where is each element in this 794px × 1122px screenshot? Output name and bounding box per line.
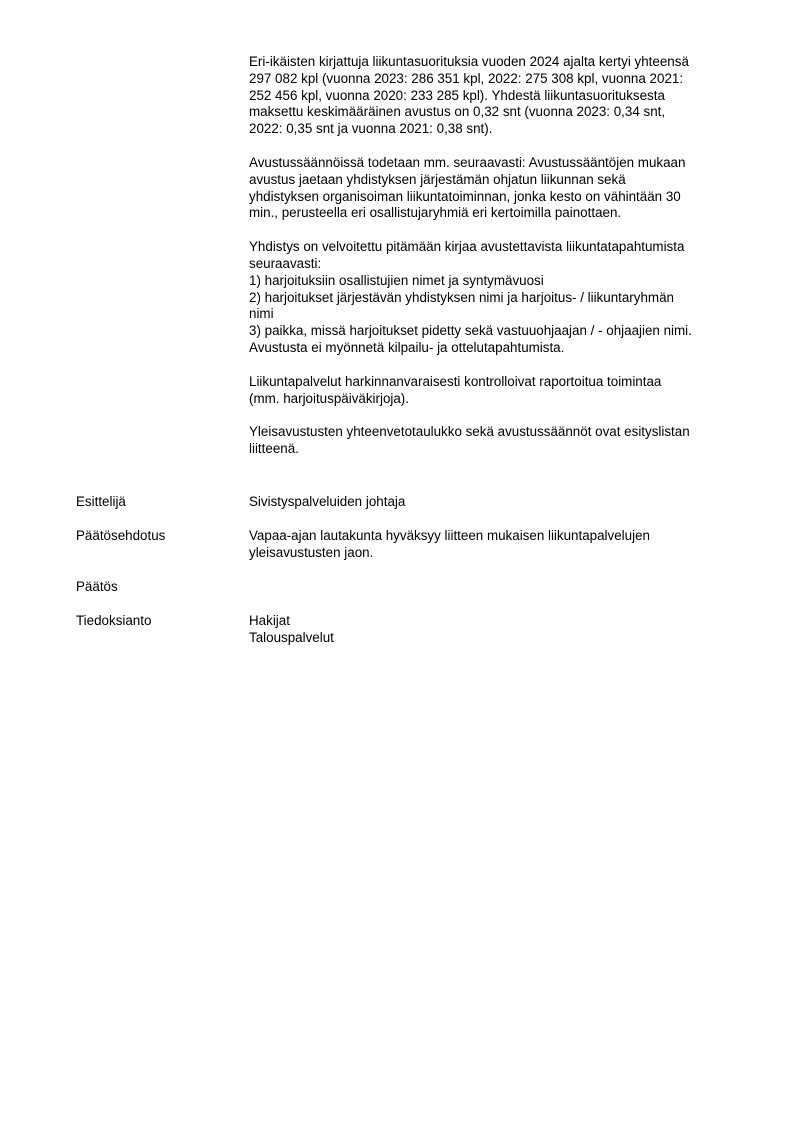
text-line: Vapaa-ajan lautakunta hyväksyy liitteen mukaisen liikuntapalvelujen <box>249 528 650 543</box>
list-item: 1) harjoituksiin osallistujien nimet ja syntymävuosi <box>249 272 544 288</box>
list-item: 3) paikka, missä harjoitukset pidetty sekä vastuuohjaajan / - ohjaajien nimi. <box>249 323 692 339</box>
text-line: Talouspalvelut <box>249 629 334 645</box>
text-line: Liikuntapalvelut harkinnanvaraisesti kontrolloivat raportoitua toimintaa <box>249 373 662 389</box>
text-line: Avustussäännöissä todetaan mm. seuraavasti: Avustussääntöjen mukaan <box>249 154 686 170</box>
field-value <box>249 528 744 562</box>
field-value <box>249 494 744 511</box>
text-line: Avustusta ei myönnetä kilpailu- ja ottelutapahtumista. <box>249 339 565 355</box>
field-value <box>249 613 744 647</box>
field-label: Päätösehdotus <box>76 528 166 543</box>
text-line: seuraavasti: <box>249 255 322 271</box>
text-line: 297 082 kpl (vuonna 2023: 286 351 kpl, 2022: 275 308 kpl, vuonna 2021: <box>249 70 684 86</box>
text-line: maksettu keskimääräinen avustus on 0,32 snt (vuonna 2023: 0,34 snt, <box>249 104 666 120</box>
field-label: Tiedoksianto <box>76 613 152 628</box>
text-line: Yleisavustusten yhteenvetotaulukko sekä avustussäännöt ovat esityslistan <box>249 424 690 440</box>
text-line: Sivistyspalveluiden johtaja <box>249 494 406 509</box>
text-line: avustus jaetaan yhdistyksen järjestämän ohjatun liikunnan sekä <box>249 171 626 187</box>
body-text <box>249 54 744 475</box>
text-line: min., perusteella eri osallistujaryhmiä eri kertoimilla painottaen. <box>249 205 622 221</box>
field-label: Esittelijä <box>76 494 126 509</box>
field-label: Päätös <box>76 579 118 594</box>
text-line: Hakijat <box>249 613 290 628</box>
text-line: liitteenä. <box>249 441 299 457</box>
text-line: (mm. harjoituspäiväkirjoja). <box>249 390 409 406</box>
list-item: nimi <box>249 306 274 322</box>
text-line: yhdistyksen organisoiman liikuntatoiminnan, jonka kesto on vähintään 30 <box>249 188 681 204</box>
text-line: yleisavustusten jaon. <box>249 544 374 560</box>
text-line: 252 456 kpl, vuonna 2020: 233 285 kpl). Yhdestä liikuntasuorituksesta <box>249 87 665 103</box>
paragraph-rules <box>249 155 744 222</box>
list-item: 2) harjoitukset järjestävän yhdistyksen nimi ja harjoitus- / liikuntaryhmän <box>249 289 674 305</box>
text-line: Eri-ikäisten kirjattuja liikuntasuorituksia vuoden 2024 ajalta kertyi yhteensä <box>249 54 689 69</box>
paragraph-control <box>249 374 744 408</box>
text-line: 2022: 0,35 snt ja vuonna 2021: 0,38 snt). <box>249 121 493 137</box>
paragraph-attachments <box>249 424 744 458</box>
text-line: Yhdistys on velvoitettu pitämään kirjaa avustettavista liikuntatapahtumista <box>249 239 685 255</box>
paragraph-record-keeping <box>249 239 744 357</box>
paragraph-statistics <box>249 54 744 138</box>
